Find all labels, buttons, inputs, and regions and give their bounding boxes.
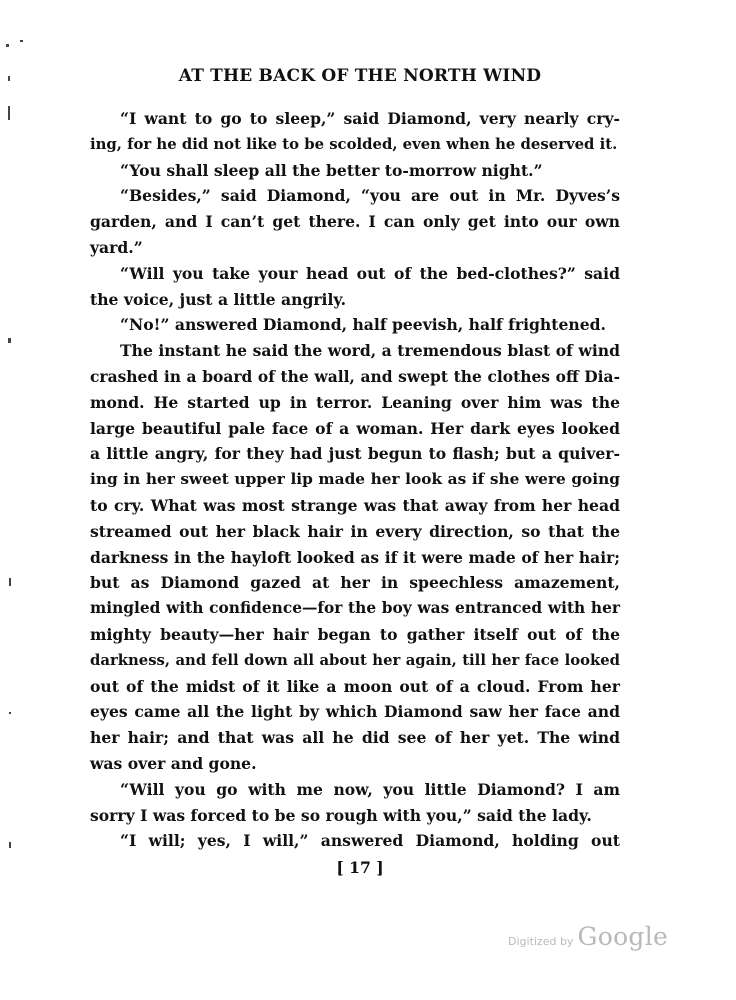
running-head: AT THE BACK OF THE NORTH WIND (178, 66, 542, 86)
scan-speck (9, 842, 11, 848)
text-line: large beautiful pale face of a woman. Her dark eyes looked (90, 418, 620, 438)
scan-speck (8, 106, 10, 120)
text-line: “You shall sleep all the better to-morrow night.” (120, 160, 543, 180)
text-line: mighty beauty—her hair began to gather itself out of the (90, 624, 620, 644)
text-line: sorry I was forced to be so rough with you,” said the lady. (90, 805, 592, 825)
text-line: the voice, just a little angrily. (90, 289, 347, 309)
text-line: garden, and I can’t get there. I can only get into our own (90, 212, 620, 232)
text-line: darkness, and fell down all about her again, till her face looked (90, 651, 620, 669)
text-line: “I will; yes, I will,” answered Diamond, holding out (120, 831, 620, 851)
text-line: mingled with confidence—for the boy was entranced with her (90, 599, 620, 618)
text-line: a little angry, for they had just begun to flash; but a quiver- (90, 444, 620, 464)
text-line: “Besides,” said Diamond, “you are out in Mr. Dyves’s (120, 186, 620, 206)
text-line: was over and gone. (90, 753, 257, 773)
scan-speck (9, 578, 11, 586)
text-line: darkness in the hayloft looked as if it were made of her hair; (90, 547, 620, 567)
digitized-by-watermark (508, 922, 668, 958)
watermark-prefix: Digitized by (508, 935, 574, 948)
scan-speck (20, 40, 23, 42)
text-line: streamed out her black hair in every direction, so that the (90, 521, 620, 541)
text-line: yard.” (90, 237, 143, 257)
text-line: “I want to go to sleep,” said Diamond, very nearly cry- (120, 109, 620, 128)
text-line: The instant he said the word, a tremendous blast of wind (120, 341, 620, 361)
page-number: [ 17 ] (336, 858, 384, 877)
text-line: eyes came all the light by which Diamond saw her face and (90, 702, 620, 722)
body-text (90, 106, 620, 854)
text-line: mond. He started up in terror. Leaning over him was the (90, 392, 620, 412)
text-line: ing in her sweet upper lip made her look as if she were going (90, 470, 620, 489)
scan-speck (8, 76, 10, 81)
text-line: “Will you take your head out of the bed-clothes?” said (120, 263, 620, 283)
text-line: crashed in a board of the wall, and swept the clothes off Dia- (90, 366, 620, 386)
text-line: “Will you go with me now, you little Diamond? I am (120, 779, 620, 799)
scan-speck (8, 338, 11, 343)
google-logo: Google (577, 922, 669, 951)
scan-speck (6, 44, 9, 47)
text-line: “No!” answered Diamond, half peevish, half frightened. (120, 315, 606, 335)
text-line: her hair; and that was all he did see of her yet. The wind (90, 728, 620, 748)
text-line: but as Diamond gazed at her in speechless amazement, (90, 573, 620, 593)
text-line: ing, for he did not like to be scolded, even when he deserved it. (90, 134, 618, 153)
scan-speck (9, 712, 11, 714)
text-line: out of the midst of it like a moon out of a cloud. From her (90, 676, 620, 696)
text-line: to cry. What was most strange was that away from her head (90, 495, 620, 515)
